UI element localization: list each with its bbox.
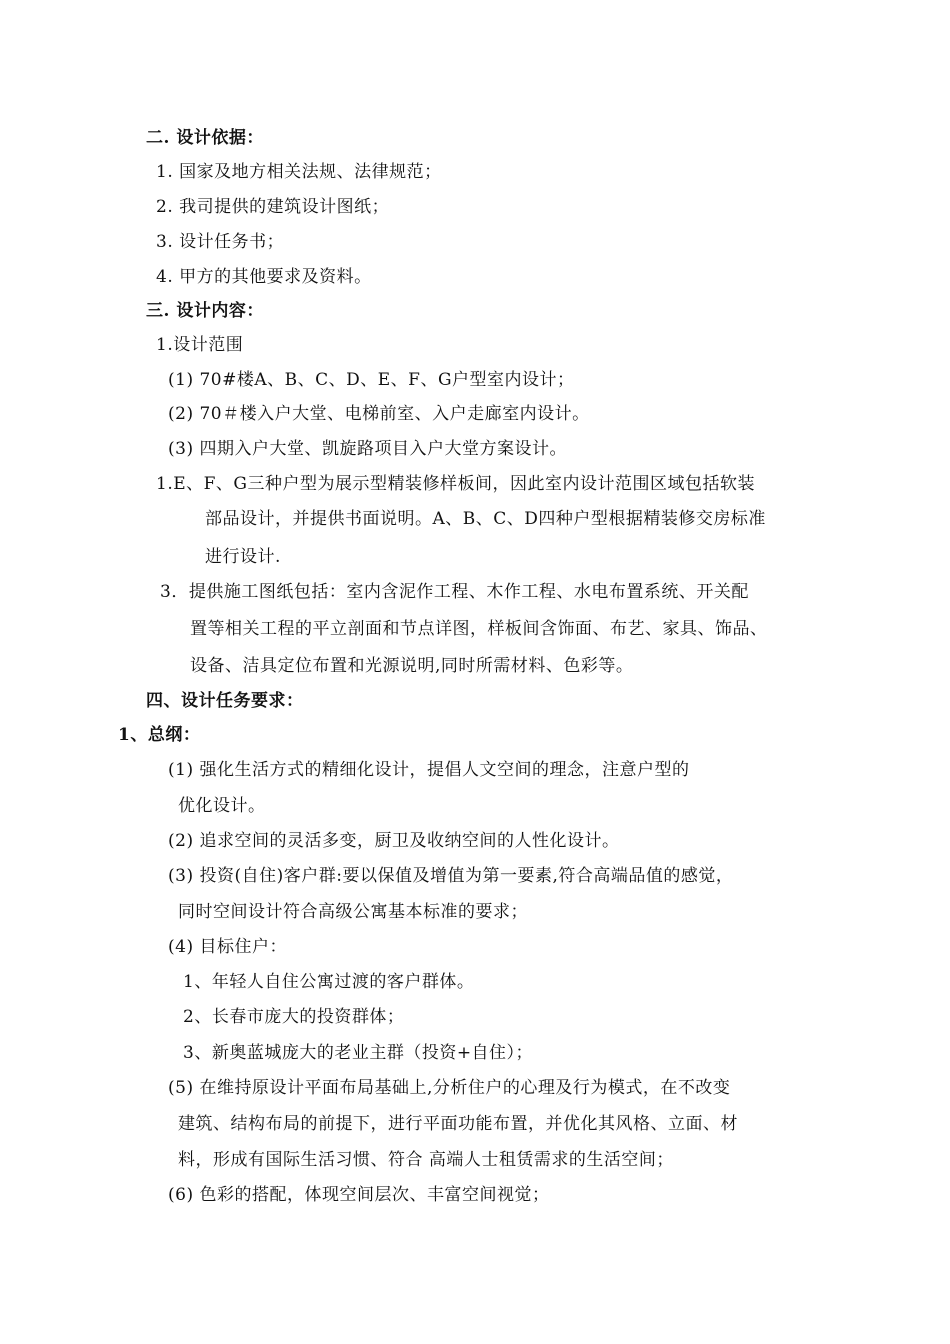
list-item: 2、长春市庞大的投资群体； [183,1007,405,1027]
paragraph-line: 同时空间设计符合高级公寓基本标准的要求； [178,902,528,922]
list-item: 1. 国家及地方相关法规、法律规范； [156,162,442,182]
paragraph-line: 进行设计. [205,547,281,567]
paragraph-line: 设备、洁具定位布置和光源说明,同时所需材料、色彩等。 [190,656,634,676]
list-item: 4. 甲方的其他要求及资料。 [156,267,372,287]
list-item: (3) 投资(自住)客户群:要以保值及增值为第一要素,符合高端品值的感觉， [168,866,734,886]
list-item: 2. 我司提供的建筑设计图纸； [156,197,390,217]
paragraph-line: 3．提供施工图纸包括：室内含泥作工程、木作工程、水电布置系统、开关配 [160,582,749,602]
list-item: (4) 目标住户： [168,937,287,957]
list-item: 1.设计范围 [156,335,244,355]
list-item: (1) 强化生活方式的精细化设计，提倡人文空间的理念，注意户型的 [168,760,690,780]
list-item: (2) 追求空间的灵活多变，厨卫及收纳空间的人性化设计。 [168,831,620,851]
paragraph-line: 部品设计，并提供书面说明。A、B、C、D四种户型根据精装修交房标准 [205,509,766,529]
list-item: (3) 四期入户大堂、凯旋路项目入户大堂方案设计。 [168,439,567,459]
subsection-heading: 1、总纲： [118,725,201,745]
paragraph-line: 优化设计。 [178,796,266,816]
section-heading-2: 二. 设计依据： [146,128,264,148]
list-item: (2) 70＃楼入户大堂、电梯前室、入户走廊室内设计。 [168,404,590,424]
section-heading-3: 三. 设计内容： [146,301,264,321]
list-item: (1) 70#楼A、B、C、D、E、F、G户型室内设计； [168,370,575,390]
list-item: 1、年轻人自住公寓过渡的客户群体。 [183,972,475,992]
section-heading-4: 四、设计任务要求： [146,691,304,711]
list-item: (6) 色彩的搭配，体现空间层次、丰富空间视觉； [168,1185,550,1205]
list-item: 3、新奥蓝城庞大的老业主群（投资+自住）； [183,1043,534,1063]
list-item: (5) 在维持原设计平面布局基础上,分析住户的心理及行为模式，在不改变 [168,1078,731,1098]
list-item: 3. 设计任务书； [156,232,285,252]
paragraph-line: 料，形成有国际生活习惯、符合 高端人士租赁需求的生活空间； [178,1150,674,1170]
paragraph-line: 置等相关工程的平立剖面和节点详图，样板间含饰面、布艺、家具、饰品、 [190,619,768,639]
paragraph-line: 1.E、F、G三种户型为展示型精装修样板间，因此室内设计范围区域包括软装 [156,474,756,494]
paragraph-line: 建筑、结构布局的前提下，进行平面功能布置，并优化其风格、立面、材 [178,1114,738,1134]
